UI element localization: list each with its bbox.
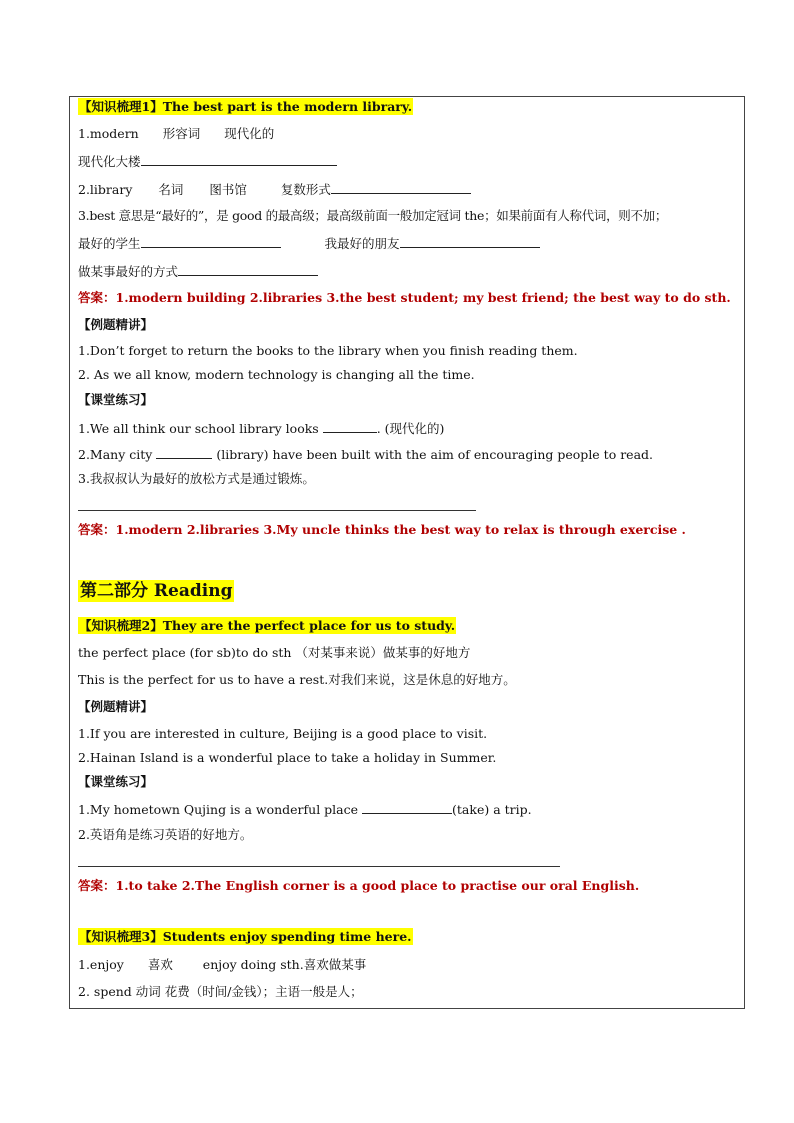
kp1-line-best: 3.best 意思是“最好的”，是 good 的最高级；最高级前面一般加定冠词 the；如果前面有人称代词，则不加； [78,208,668,223]
example-2-1: 1.If you are interested in culture, Beijing is a good place to visit. [78,726,488,741]
meaning-enjoy: 喜欢 [147,957,173,972]
prompt-best-way: 做某事最好的方式 [78,264,179,279]
pos-adjective: 形容词 [162,126,201,141]
practice-2-1-hint: (take) a trip. [452,802,532,817]
practice-heading-1: 【课堂练习】 [78,392,154,407]
kp1-line-best-way [78,263,738,280]
prompt-best-friend: 我最好的朋友 [324,236,400,251]
pos-noun: 名词 [158,182,184,197]
kp1-line-best-examples [78,235,738,252]
practice-1-1 [78,420,738,437]
blank-best-friend[interactable] [400,235,540,248]
practice-1-1-text: 1.We all think our school library looks [78,421,319,436]
practice-1-2-text: 2.Many city [78,447,153,462]
section-heading-reading [78,579,738,604]
prompt-modern-building: 现代化大楼 [78,154,141,169]
blank-practice-1-2[interactable] [156,446,212,459]
worksheet-frame [69,96,745,1009]
blank-plural[interactable] [331,181,471,194]
example-heading-1: 【例题精讲】 [78,317,154,332]
word-modern: 1.modern [78,126,139,141]
practice-2-1-text: 1.My hometown Qujing is a wonderful place [78,802,359,817]
answer-line-1-3[interactable] [78,510,476,511]
practice-2-1 [78,801,738,818]
blank-best-way[interactable] [178,263,318,276]
practice-1-2 [78,446,738,463]
meaning-library: 图书馆 [209,182,247,197]
answer-2: 答案：1.modern 2.libraries 3.My uncle thinks the best way to relax is through exercise . [78,522,686,537]
practice-1-1-hint: . (现代化的) [376,421,445,436]
blank-modern-building[interactable] [141,153,337,166]
blank-practice-1-1[interactable] [323,420,377,433]
practice-heading-2: 【课堂练习】 [78,774,154,789]
kp2-line-1: the perfect place (for sb)to do sth （对某事来说）做某事的好地方 [78,645,471,660]
example-1-2: 2. As we all know, modern technology is changing all the time. [78,367,475,382]
kp3-line-enjoy [78,957,738,973]
word-enjoy: 1.enjoy [78,957,124,972]
example-heading-2: 【例题精讲】 [78,699,154,714]
prompt-plural: 复数形式 [280,182,331,197]
practice-2-2: 2.英语角是练习英语的好地方。 [78,827,253,842]
kp2-line-2: This is the perfect for us to have a rest.对我们来说，这是休息的好地方。 [78,672,516,687]
blank-best-student[interactable] [141,235,281,248]
practice-1-2-rest: (library) have been built with the aim of encouraging people to read. [216,447,654,462]
answer-line-2-2[interactable] [78,866,560,867]
kp1-heading [78,99,738,115]
kp1-line-library [78,181,738,198]
section-title: 第二部分 Reading [80,581,233,601]
kp1-title: 【知识梳理1】The best part is the modern library. [79,99,413,114]
usage-enjoy: enjoy doing sth.喜欢做某事 [202,957,367,972]
kp3-heading [78,929,738,945]
kp2-heading [78,618,738,634]
prompt-best-student: 最好的学生 [78,236,141,251]
example-2-2: 2.Hainan Island is a wonderful place to take a holiday in Summer. [78,750,497,765]
kp3-title: 【知识梳理3】Students enjoy spending time here. [79,929,412,944]
blank-practice-2-1[interactable] [362,801,452,814]
meaning-modern: 现代化的 [224,126,275,141]
kp1-line-building [78,153,738,170]
kp3-line-spend: 2. spend 动词 花费（时间/金钱）；主语一般是人； [78,984,363,999]
kp2-title: 【知识梳理2】They are the perfect place for us to study. [79,618,456,633]
word-library: 2.library [78,182,133,197]
answer-1: 答案：1.modern building 2.libraries 3.the best student; my best friend; the best way to do sth. [78,290,731,305]
example-1-1: 1.Don’t forget to return the books to the library when you finish reading them. [78,343,578,358]
kp1-line-modern [78,126,738,142]
practice-1-3: 3.我叔叔认为最好的放松方式是通过锻炼。 [78,471,315,486]
answer-3: 答案：1.to take 2.The English corner is a good place to practise our oral English. [78,878,640,893]
